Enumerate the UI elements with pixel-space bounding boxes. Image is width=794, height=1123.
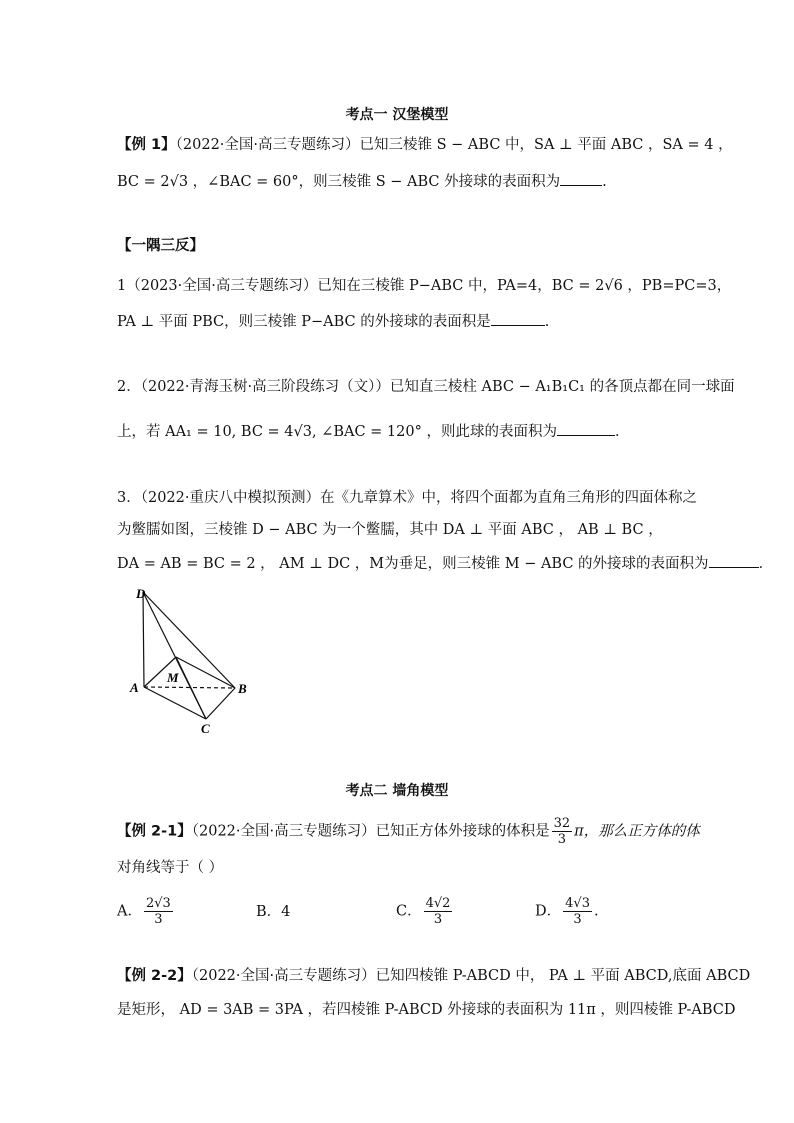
example21-line2 [117, 858, 687, 878]
edge-da [143, 592, 144, 687]
example1-line2 [117, 171, 687, 192]
q3-text2: 为鳖臑如图，三棱锥 D − ABC 为一个鳖臑，其中 DA ⊥ 平面 ABC ， AB ⊥ BC ， [117, 522, 663, 538]
q1-text2: PA ⊥ 平面 PBC，则三棱锥 P−ABC 的外接球的表面积是 [117, 314, 491, 330]
answer-blank [560, 171, 602, 186]
option-a-fraction [144, 896, 173, 927]
example22-line2 [117, 1000, 736, 1020]
label-c: C [201, 721, 210, 736]
option-d-suffix: . [593, 903, 599, 920]
example1-source: （2022·全国·高三专题练习） [175, 137, 360, 153]
option-c-label: C． [396, 903, 422, 920]
option-b-label: B． [256, 904, 282, 920]
example21-source: （2022·全国·高三专题练习） [191, 823, 376, 840]
answer-blank [709, 553, 759, 568]
q1-end: . [544, 314, 550, 330]
option-a[interactable] [117, 896, 175, 927]
q2-number: 2． [117, 379, 141, 395]
edge-ac [144, 687, 206, 719]
section1-heading: 考点一 汉堡模型 [345, 107, 449, 123]
label-b: B [238, 681, 247, 696]
option-c[interactable] [396, 896, 454, 927]
volume-fraction [552, 816, 573, 847]
pyramid-figure [125, 582, 265, 737]
example22-source: （2022·全国·高三专题练习） [191, 968, 376, 984]
q1-text1: 已知在三棱锥 P−ABC 中，PA=4，BC = 2√6 ，PB=PC=3， [317, 278, 732, 294]
q2-line1 [117, 377, 735, 397]
label-m: M [167, 670, 179, 685]
option-d-num: 4√3 [565, 896, 590, 911]
example22-text2: 是矩形， AD = 3AB = 3PA ，若四棱锥 P-ABCD 外接球的表面积为 11π ，则四棱锥 P-ABCD [117, 1002, 736, 1018]
practice-heading: 【一隅三反】 [117, 238, 204, 254]
q1-line2 [117, 311, 687, 332]
option-a-den: 3 [154, 912, 163, 927]
example1-text2: BC = 2√3 ，∠BAC = 60°，则三棱锥 S − ABC 外接球的表面积为 [117, 174, 561, 190]
option-c-num: 4√2 [425, 896, 451, 911]
example22-tag: 【例 2-2】 [117, 968, 192, 984]
option-d-den: 3 [573, 912, 582, 927]
q3-text3: DA = AB = BC = 2 ， AM ⊥ DC ，M为垂足，则三棱锥 M − ABC 的外接球的表面积为 [117, 556, 709, 572]
example21-tag: 【例 2-1】 [117, 823, 192, 840]
example21-options [117, 896, 687, 930]
q1-line1 [117, 276, 732, 296]
q3-end: ． [758, 556, 774, 572]
example1-text1: 已知三棱锥 S − ABC 中，SA ⊥ 平面 ABC ，SA = 4 ， [359, 137, 733, 153]
option-a-label: A． [117, 903, 142, 920]
example1-line1 [117, 135, 733, 155]
q2-text1: 已知直三棱柱 ABC − A₁B₁C₁ 的各顶点都在同一球面 [389, 379, 735, 395]
option-d-label: D． [535, 903, 562, 920]
q3-text1: 在《九章算术》中，将四个面都为直角三角形的四面体称之 [320, 490, 697, 506]
answer-blank [557, 421, 615, 436]
example21-text-post: π，那么正方体的体 [574, 823, 700, 840]
label-a: A [130, 680, 139, 695]
option-d[interactable] [535, 896, 599, 927]
answer-blank [491, 311, 545, 326]
q2-text2: 上，若 AA₁ = 10, BC = 4√3, ∠BAC = 120° ，则此球的表面积为 [117, 424, 557, 440]
example1-end: . [602, 174, 607, 190]
fraction-numerator: 32 [553, 816, 571, 831]
option-d-fraction [563, 896, 592, 927]
q3-line1 [117, 488, 697, 508]
example21-line1 [117, 816, 700, 847]
option-b-value: 4 [281, 904, 291, 920]
q3-source: （2022·重庆八中模拟预测） [140, 490, 320, 506]
option-a-num: 2√3 [145, 896, 171, 911]
q1-source: （2023·全国·高三专题练习） [126, 278, 318, 294]
fraction-denominator: 3 [557, 832, 567, 847]
q2-source: （2022·青海玉树·高三阶段练习（文）） [140, 379, 390, 395]
example1-tag: 【例 1】 [117, 137, 176, 153]
option-b[interactable] [256, 902, 290, 922]
q2-line2 [117, 421, 687, 442]
option-c-den: 3 [433, 912, 443, 927]
edge-db [143, 592, 235, 688]
example21-text2: 对角线等于（ ） [117, 860, 224, 876]
section2-heading: 考点二 墙角模型 [345, 783, 449, 799]
label-d: D [136, 586, 146, 601]
edge-cb [206, 688, 235, 719]
q1-number: 1 [117, 278, 127, 294]
q3-line2 [117, 520, 687, 540]
q3-number: 3． [117, 490, 141, 506]
example22-line1 [117, 966, 751, 986]
edge-mb [176, 657, 235, 688]
example21-text-pre: 已知正方体外接球的体积是 [375, 823, 550, 840]
edge-ab-hidden [144, 687, 235, 688]
example22-text1: 已知四棱锥 P-ABCD 中， PA ⊥ 平面 ABCD,底面 ABCD [375, 968, 751, 984]
q3-line3 [117, 553, 774, 574]
option-c-fraction [424, 896, 453, 927]
q2-end: ． [614, 424, 630, 440]
